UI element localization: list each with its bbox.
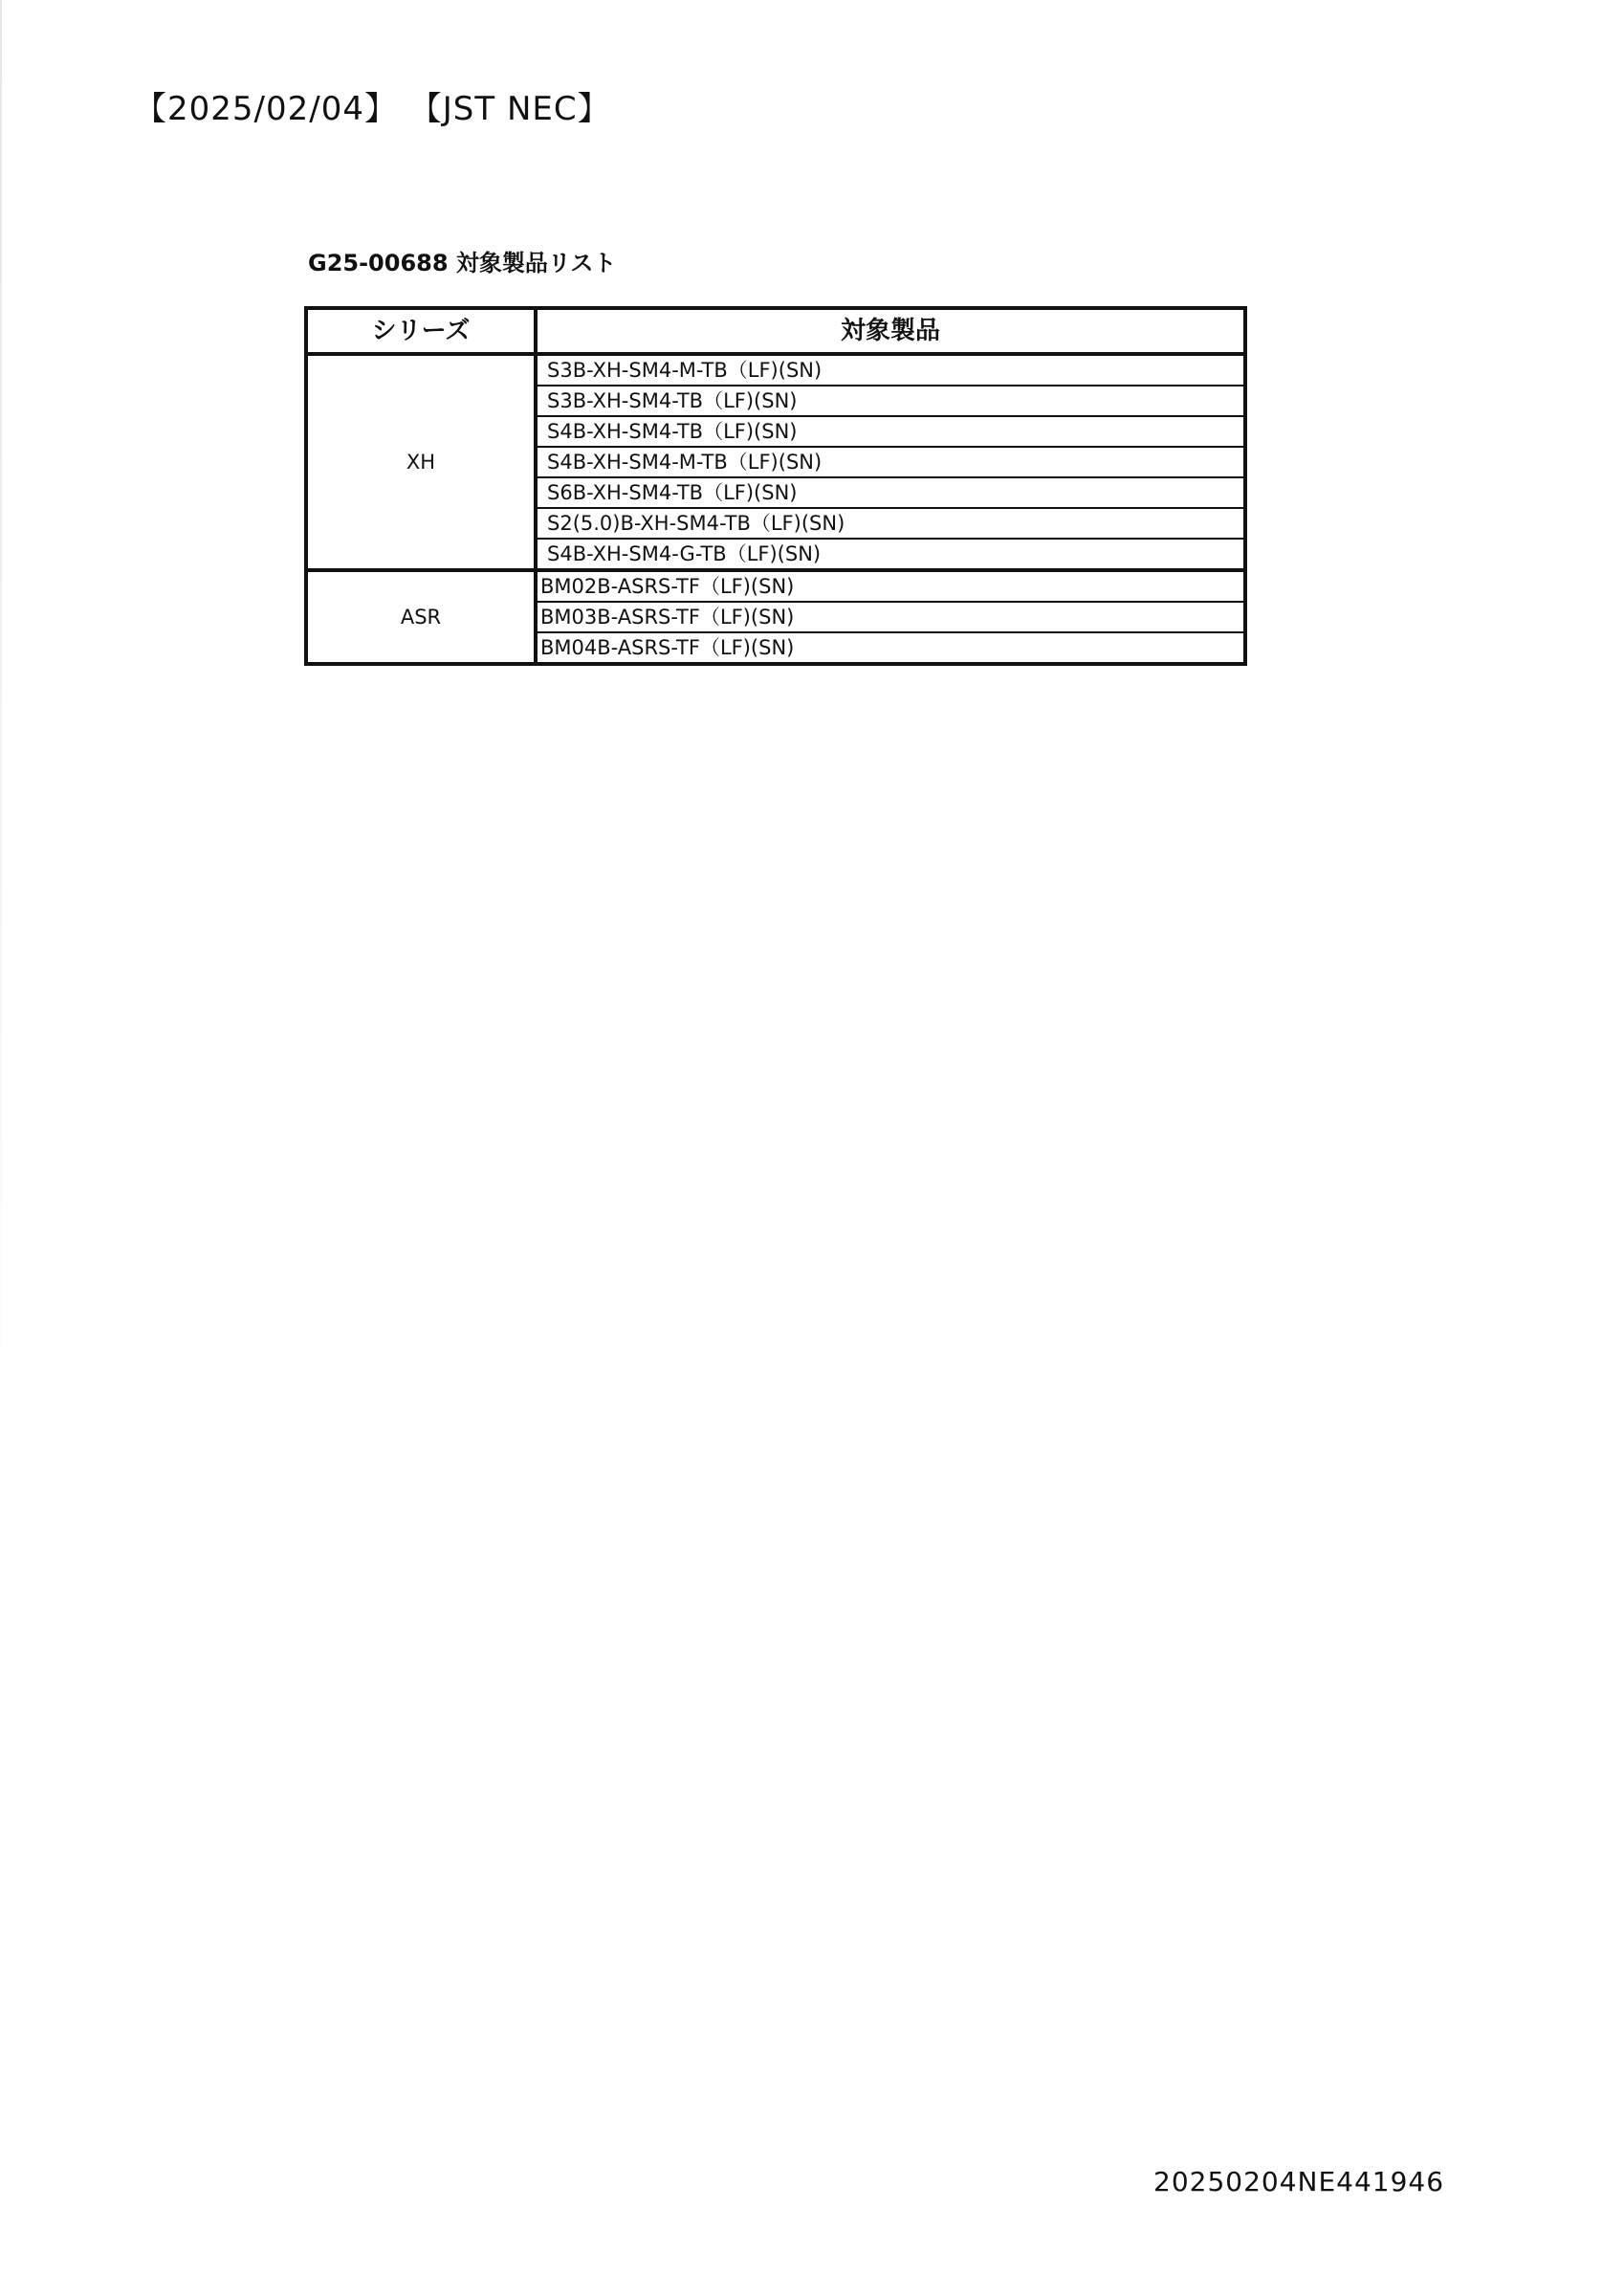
table-row	[306, 354, 1245, 386]
product-cell: S3B-XH-SM4-M-TB（LF)(SN)	[536, 354, 1245, 386]
product-cell: S4B-XH-SM4-M-TB（LF)(SN)	[536, 447, 1245, 477]
product-cell: S4B-XH-SM4-TB（LF)(SN)	[536, 416, 1245, 447]
list-title: G25-00688 対象製品リスト	[308, 250, 617, 276]
product-cell: S6B-XH-SM4-TB（LF)(SN)	[536, 477, 1245, 508]
document-header	[134, 82, 611, 129]
scan-edge-shadow	[0, 0, 2, 1435]
series-cell-xh: XH	[306, 354, 536, 570]
product-cell: S3B-XH-SM4-TB（LF)(SN)	[536, 386, 1245, 416]
series-cell-asr: ASR	[306, 570, 536, 664]
product-cell: S4B-XH-SM4-G-TB（LF)(SN)	[536, 539, 1245, 570]
product-table	[304, 306, 1247, 666]
product-cell: S2(5.0)B-XH-SM4-TB（LF)(SN)	[536, 508, 1245, 539]
company-tag: 【JST NEC】	[408, 90, 611, 128]
date-tag: 【2025/02/04】	[134, 90, 398, 128]
series-column-header: シリーズ	[306, 308, 536, 354]
table-row	[306, 570, 1245, 602]
product-cell: BM02B-ASRS-TF（LF)(SN)	[536, 570, 1245, 602]
document-id: 20250204NE441946	[1153, 2166, 1445, 2197]
products-column-header: 対象製品	[536, 308, 1245, 354]
product-cell: BM04B-ASRS-TF（LF)(SN)	[536, 632, 1245, 664]
table-header-row	[306, 308, 1245, 354]
product-cell: BM03B-ASRS-TF（LF)(SN)	[536, 602, 1245, 632]
